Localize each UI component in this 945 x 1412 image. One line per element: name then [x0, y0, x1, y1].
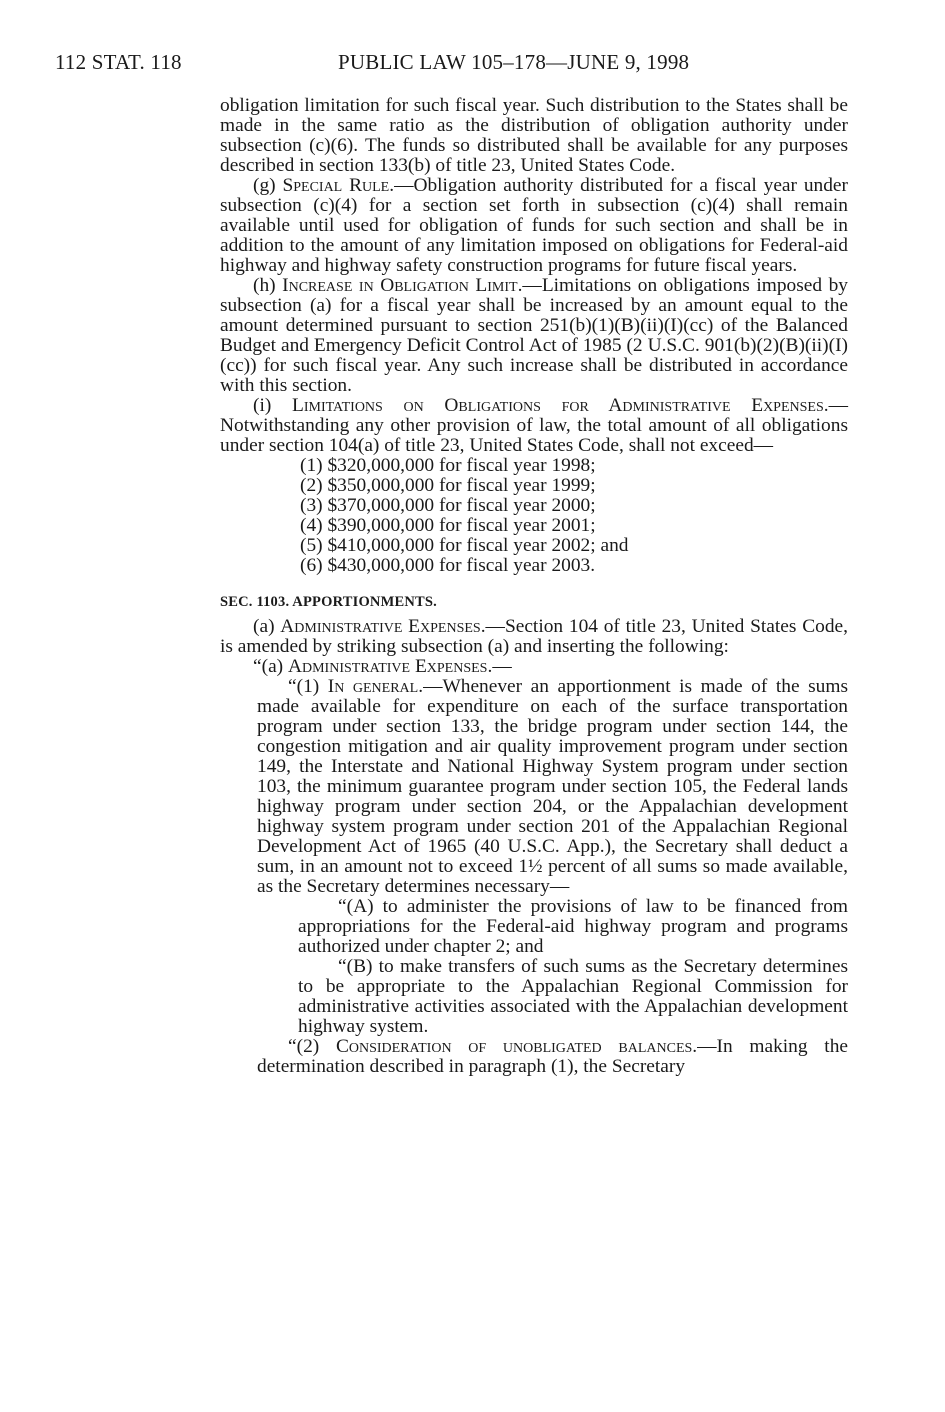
subsection-h-heading: Increase in Obligation Limit. — [282, 275, 523, 296]
statute-citation: 112 STAT. 118 — [55, 50, 182, 74]
obligation-limits-list — [300, 456, 848, 576]
subsection-h-label: (h) — [253, 275, 283, 296]
subsection-i-text: —Notwithstanding any other provision of law, the total amount of all obligations under section 104(a) of title 23, United States Code, shall not exceed— — [220, 395, 848, 456]
running-head — [55, 50, 855, 76]
subparagraph-a — [298, 897, 848, 957]
list-item: (3) $370,000,000 for fiscal year 2000; — [300, 495, 596, 516]
paragraph-2 — [257, 1037, 848, 1077]
subparagraph-b-text: “(B) to make transfers of such sums as the Secretary determines to be appropriate to the Appalachian Regional Commission for administrative activities associated with the Appalachian development highway system. — [298, 956, 848, 1037]
list-item: (4) $390,000,000 for fiscal year 2001; — [300, 515, 596, 536]
subsection-i-label: (i) — [253, 395, 292, 416]
subsection-a-heading: Administrative Expenses. — [280, 616, 486, 637]
paragraph-1-text: —Whenever an apportionment is made of the sums made available for expenditure on each of the surface transportation program under section 133, the bridge program under section 144, the congestion mitigation and air quality improvement program under section 149, the Interstate and National Highway System program under section 103, the minimum guarantee program under section 105, the Federal lands highway program under section 204, or the Appalachian development highway system program under section 201 of the Appalachian Regional Development Act of 1965 (40 U.S.C. App.), the Secretary shall deduct a sum, in an amount not to exceed 1½ percent of all sums so made available, as the Secretary determines necessary— — [257, 676, 848, 897]
subsection-g-label: (g) — [253, 175, 283, 196]
subsection-g-heading: Special Rule. — [282, 175, 395, 196]
paragraph-1-label: “(1) — [288, 676, 328, 697]
subsection-i-heading: Limitations on Obligations for Administrative Expenses. — [292, 395, 829, 416]
quoted-subsection-a-heading: Administrative Expenses. — [287, 656, 493, 677]
quoted-subsection-a — [220, 657, 848, 677]
paragraph-1 — [257, 677, 848, 897]
paragraph-text: obligation limitation for such fiscal year. Such distribution to the States shall be made in the same ratio as the distribution of obligation authority under subsection (c)(6). The funds so distributed shall be available for any purposes described in section 133(b) of title 23, United States Code. — [220, 95, 848, 176]
subsection-h-text: —Limitations on obligations imposed by subsection (a) for a fiscal year shall be increased by an amount equal to the amount determined pursuant to section 251(b)(1)(B)(ii)(I)(cc) of the Balanced Budget and Emergency Deficit Control Act of 1985 (2 U.S.C. 901(b)(2)(B)(ii)(I)(cc)) for such fiscal year. Any such increase shall be distributed in accordance with this section. — [220, 275, 848, 396]
subsection-g — [220, 176, 848, 276]
paragraph-2-label: “(2) — [288, 1036, 336, 1057]
subparagraph-b — [298, 957, 848, 1037]
section-heading: SEC. 1103. APPORTIONMENTS. — [220, 594, 437, 610]
quoted-subsection-a-text: — — [492, 656, 512, 677]
subsection-a-label: (a) — [253, 616, 281, 637]
body-text — [220, 96, 848, 1077]
paragraph-1-heading: In general. — [327, 676, 424, 697]
paragraph-continued — [220, 96, 848, 176]
subsection-a — [220, 617, 848, 657]
subsection-a-text: —Section 104 of title 23, United States Code, is amended by striking subsection (a) and inserting the following: — [220, 616, 848, 657]
list-item: (5) $410,000,000 for fiscal year 2002; and — [300, 535, 629, 556]
public-law-title: PUBLIC LAW 105–178—JUNE 9, 1998 — [338, 50, 690, 74]
list-item: (1) $320,000,000 for fiscal year 1998; — [300, 455, 596, 476]
paragraph-2-text: —In making the determination described in paragraph (1), the Secretary — [257, 1036, 848, 1077]
list-item: (2) $350,000,000 for fiscal year 1999; — [300, 475, 596, 496]
subsection-h — [220, 276, 848, 396]
subsection-g-text: —Obligation authority distributed for a fiscal year under subsection (c)(4) for a section set forth in subsection (c)(4) shall remain available until used for obligation of funds for such section and shall be in addition to the amount of any limitation imposed on obligations for Federal-aid highway and highway safety construction programs for future fiscal years. — [220, 175, 848, 276]
subsection-i — [220, 396, 848, 456]
list-item: (6) $430,000,000 for fiscal year 2003. — [300, 555, 596, 576]
subparagraph-a-text: “(A) to administer the provisions of law to be financed from appropriations for the Federal-aid highway program and programs authorized under chapter 2; and — [298, 896, 848, 957]
quoted-subsection-a-label: “(a) — [253, 656, 288, 677]
paragraph-2-heading: Consideration of unobligated balances. — [335, 1036, 698, 1057]
